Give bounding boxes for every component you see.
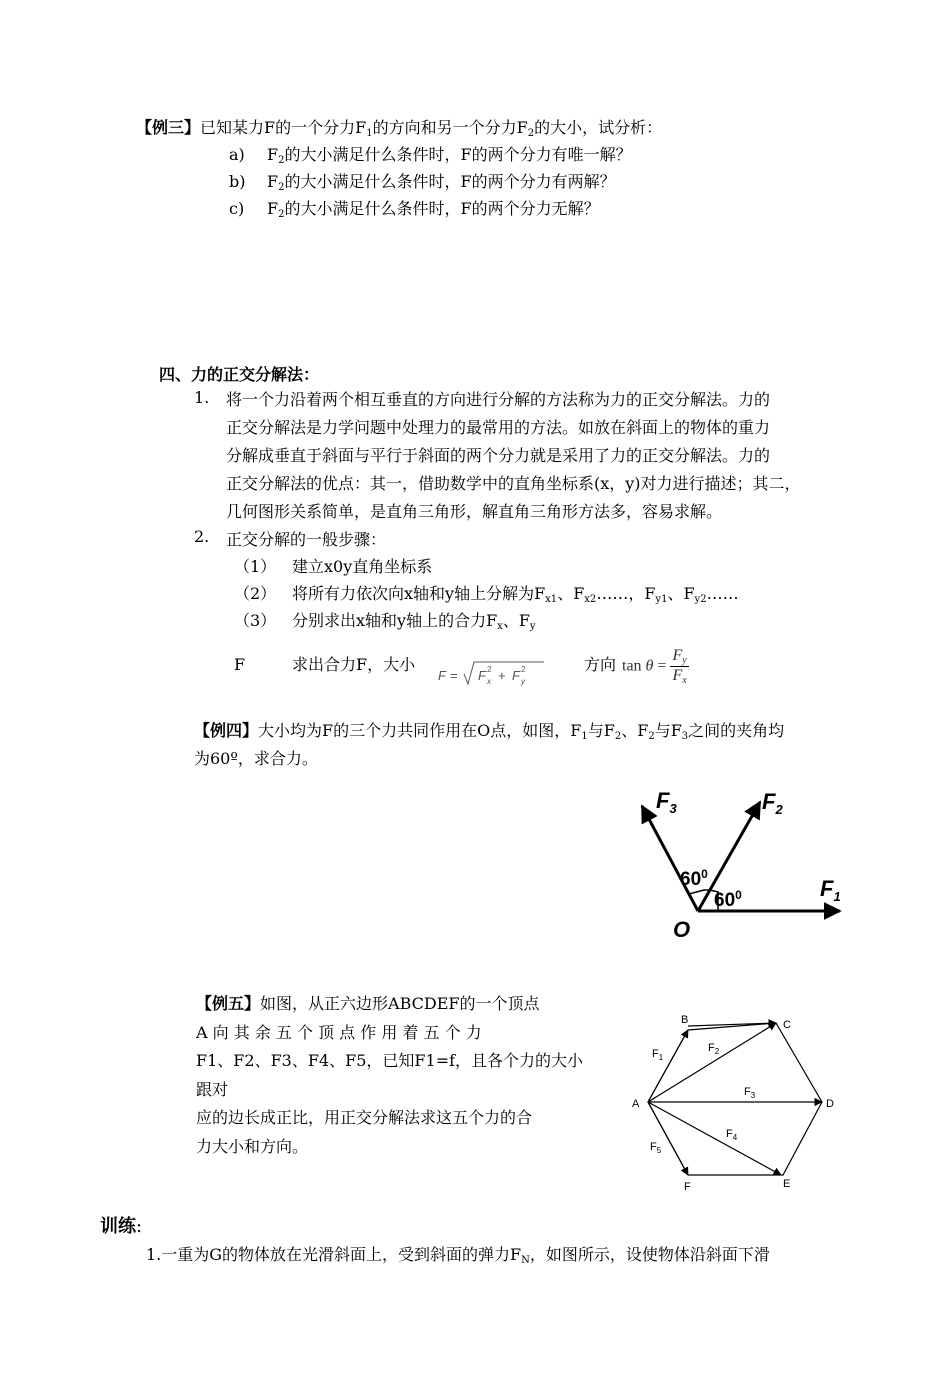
example-3-item-c: c) $F_2$的大小满足什么条件时，F的两个分力无解？ <box>229 199 600 220</box>
f4-label: $F_4$ <box>726 1128 738 1142</box>
f5-label: $F_5$ <box>650 1141 662 1155</box>
training-heading: 训练: <box>100 1216 143 1237</box>
example-3-label: 【例三】 <box>136 118 201 137</box>
vertex-f: F <box>684 1181 691 1193</box>
tan-fraction: $\frac{F_y}{F_x}$ <box>672 647 687 686</box>
paragraph-1: 将一个力沿着两个相互垂直的方向进行分解的方法称为力的正交分解法。力的 正交分解法是力学问题中处理力的最常用的方法。如放在斜面上的物体的重力 分解成垂直于斜面与平行于斜面的两个分力就是采用了力的正交分解法。力的 正交分解法的优点：其一，借助数学中的直角坐标系(x，y)对力进行描述；其二， 几何图形关系简单，是直角三角形，解直角三角形方法多，容易求解。 <box>226 390 801 521</box>
example-5-text: 【例五】如图，从正六边形ABCDEF的一个顶点 A 向 其 余 五 个 顶 点 作 用 着 五 个 力 F1、F2、F3、F4、F5，已知F1=f，且各个力的大小跟对 应的边长成正比，用正交分解法求这五个力的合 力大小和方向。 <box>196 994 584 1156</box>
vertex-e: E <box>783 1178 791 1190</box>
force-f3-arrow <box>642 806 698 911</box>
vertex-c: C <box>783 1019 791 1031</box>
svg-text:y: y <box>521 677 525 686</box>
svg-text:=: = <box>450 668 458 683</box>
f1-label: $F_1$ <box>652 1048 664 1062</box>
example-3-item-a: a) $F_2$的大小满足什么条件时，F的两个分力有唯一解？ <box>229 145 632 166</box>
section-4-heading: 四、力的正交分解法： <box>159 365 320 384</box>
step-3: （3） 分别求出x轴和y轴上的合力$F_x$、$F_y$ <box>234 611 536 632</box>
vertex-b: B <box>681 1014 689 1026</box>
example-5-label: 【例五】 <box>196 994 261 1013</box>
step-1: （1） 建立x0y直角坐标系 <box>234 557 433 576</box>
angle-60-upper: $60^0$ <box>680 867 708 890</box>
three-forces-figure <box>630 784 860 944</box>
svg-text:2: 2 <box>521 665 526 674</box>
training-question-1: 1.一重为G的物体放在光滑斜面上，受到斜面的弹力$F_N$，如图所示，设使物体沿斜面下滑 <box>146 1245 770 1266</box>
svg-text:F: F <box>438 668 446 683</box>
example-4-line-1: 【例四】大小均为F的三个力共同作用在O点，如图，$F_1$与$F_2$、$F_2$与$F_3$之间的夹角均 <box>194 721 785 742</box>
direction-formula: tan θ = $\frac{F_y}{F_x}$ <box>622 647 687 686</box>
paragraph-2-number: 2. <box>194 527 210 546</box>
example-4-label: 【例四】 <box>194 721 259 740</box>
step-4: F 求出合力F，大小 <box>234 655 416 674</box>
example-3-item-b: b) $F_2$的大小满足什么条件时，F的两个分力有两解？ <box>229 172 616 193</box>
example-3-statement: 【例三】已知某力F的一个分力$F_1$的方向和另一个分力$F_2$的大小，试分析： <box>136 118 663 139</box>
step-2: （2） 将所有力依次向x轴和y轴上分解为$F_{x1}$、$F_{x2}\dots\dots$，$F_{y1}$、$F_{y2}\dots\dots$ <box>234 584 739 605</box>
vertex-d: D <box>826 1098 834 1110</box>
direction-label: 方向 <box>584 655 617 674</box>
svg-text:F: F <box>478 668 486 683</box>
vertex-a: A <box>632 1098 640 1110</box>
paragraph-1-number: 1. <box>194 388 210 407</box>
magnitude-formula <box>436 656 548 690</box>
hexagon-outline <box>648 1023 822 1175</box>
f2-label: $F_2$ <box>708 1042 720 1056</box>
f3-label: $F_3$ <box>656 788 677 816</box>
example-4-line-2: 为60º，求合力。 <box>194 749 318 768</box>
f3-label: $F_3$ <box>744 1086 756 1100</box>
f1-label: $F_1$ <box>820 876 841 904</box>
origin-label: O <box>673 917 691 942</box>
angle-60-lower: $60^0$ <box>714 888 742 911</box>
svg-text:x: x <box>487 677 491 686</box>
hexagon-figure <box>626 1005 848 1195</box>
f2-label: $F_2$ <box>762 789 783 817</box>
svg-text:F: F <box>512 668 520 683</box>
paragraph-2: 正交分解的一般步骤： <box>226 530 387 549</box>
svg-text:2: 2 <box>487 665 492 674</box>
svg-text:+: + <box>498 668 506 683</box>
